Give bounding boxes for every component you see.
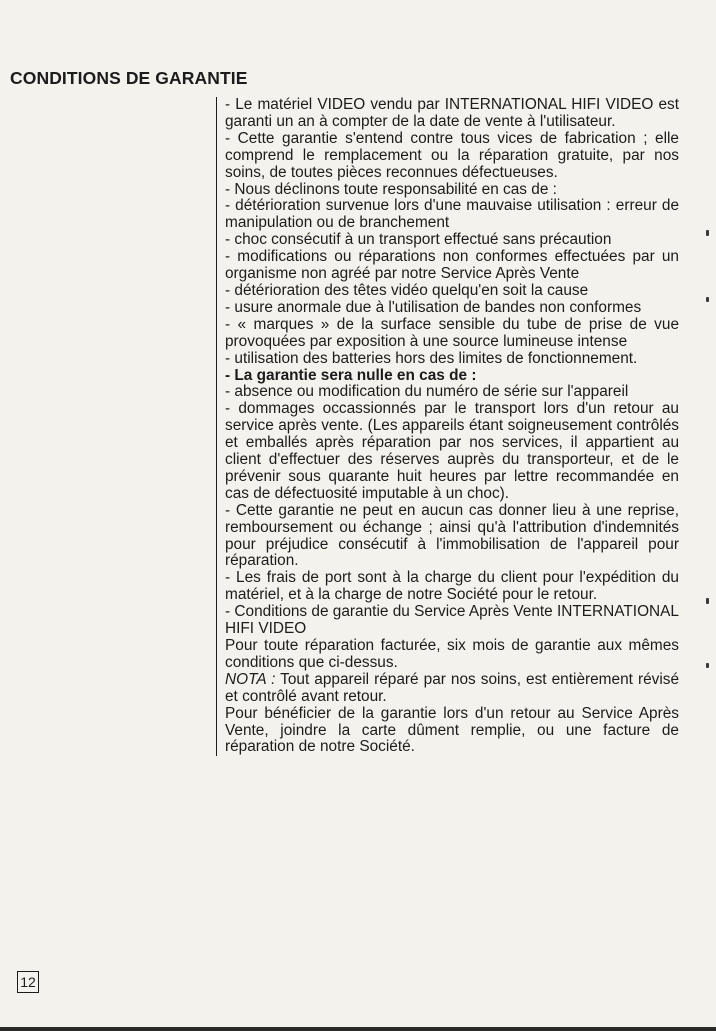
paragraph-coverage: - Le matériel VIDEO vendu par INTERNATIONAL HIFI VIDEO est garanti un an à compter de la date de vente à l'utilisateur. <box>225 96 679 130</box>
list-item: - absence ou modification du numéro de série sur l'appareil <box>225 383 629 401</box>
list-item: - utilisation des batteries hors des limites de fonctionnement. <box>225 349 638 367</box>
nota-text: Tout appareil réparé par nos soins, est entièrement révisé et contrôlé avant retour. <box>225 670 680 705</box>
list-item: - détérioration survenue lors d'une mauvaise utilisation : erreur de manipulation ou de branchement <box>225 197 679 232</box>
binding-mark <box>706 297 709 302</box>
list-item: - modifications ou réparations non conformes effectuées par un organisme non agréé par notre Service Après Vente <box>225 248 679 283</box>
binding-mark <box>706 663 709 668</box>
list-item: - choc consécutif à un transport effectué sans précaution <box>225 231 612 249</box>
list-item: - dommages occassionnés par le transport lors d'un retour au service après vente. (Les appareils étant soigneusement contrôlés et emballés après réparation par nos services, il appartient au client d'effectuer des réserves auprès du transporteur, et de le prévenir sous quarante huit heures par lettre recommandée en cas de défectuosité imputable à un choc). <box>225 400 679 502</box>
paragraph-repair-warranty: Pour toute réparation facturée, six mois de garantie aux mêmes conditions que ci-dessus. <box>225 637 679 671</box>
paragraph-disclaimer-intro: - Nous déclinons toute responsabilité en cas de : <box>225 180 557 198</box>
paragraph-closing: Pour bénéficier de la garantie lors d'un retour au Service Après Vente, joindre la carte dûment remplie, ou une facture de réparation de notre Société. <box>225 704 679 756</box>
paragraph-scope: - Cette garantie s'entend contre tous vices de fabrication ; elle comprend le remplacement ou la réparation gratuite, par nos soins, de toutes pièces reconnues défectueuses. <box>225 129 679 181</box>
list-item: - détérioration des têtes vidéo quelqu'en soit la cause <box>225 281 589 299</box>
paragraph-void-intro: - La garantie sera nulle en cas de : <box>225 366 477 384</box>
binding-mark <box>706 230 709 236</box>
paragraph-service-conditions: - Conditions de garantie du Service Après Vente INTERNATIONAL HIFI VIDEO <box>225 603 679 638</box>
warranty-text-column <box>216 97 679 756</box>
page-edge <box>0 1027 716 1031</box>
paragraph-shipping: - Les frais de port sont à la charge du client pour l'expédition du matériel, et à la charge de notre Société pour le retour. <box>225 569 679 604</box>
binding-mark <box>706 598 709 604</box>
nota-label: NOTA : <box>225 670 276 688</box>
page-title: CONDITIONS DE GARANTIE <box>10 68 248 88</box>
list-item: - « marques » de la surface sensible du tube de prise de vue provoquées par exposition à une source lumineuse intense <box>225 315 679 350</box>
page-number: 12 <box>17 971 39 993</box>
list-item: - usure anormale due à l'utilisation de bandes non conformes <box>225 298 642 316</box>
paragraph-no-refund: - Cette garantie ne peut en aucun cas donner lieu à une reprise, remboursement ou échange ; ainsi qu'à l'attribution d'indemnités pour préjudice consécutif à l'immobilisation de l'appareil pour réparation. <box>225 501 679 570</box>
paragraph-nota <box>225 672 679 706</box>
